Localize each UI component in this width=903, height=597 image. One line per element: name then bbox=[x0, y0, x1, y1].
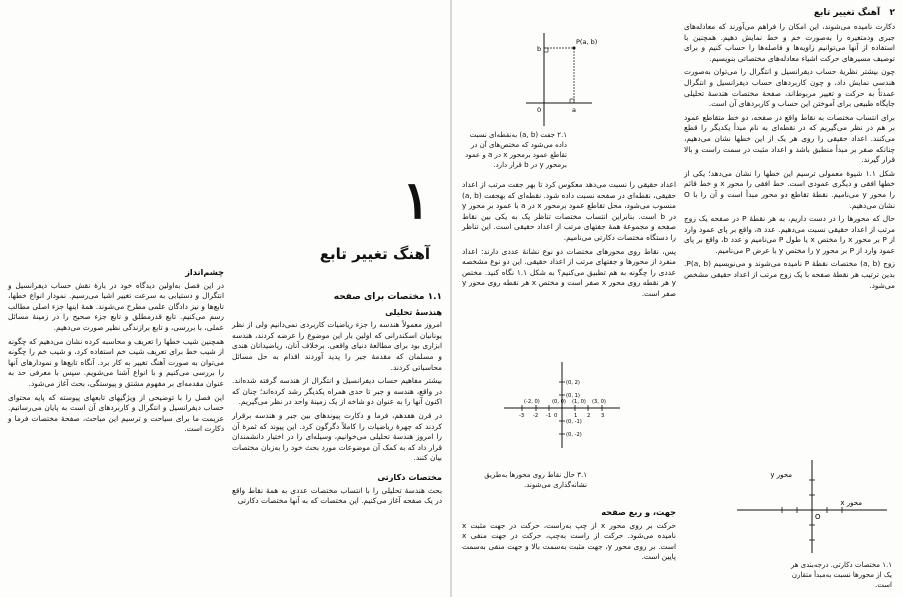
point-label: (0, 0) bbox=[552, 399, 566, 405]
right-page-right-column bbox=[684, 22, 895, 462]
tick-label: 2 bbox=[587, 413, 591, 419]
figure-caption: ۲.۱ جفت (a, b) به‌نقطه‌ای نسبت داده می‌شود که مختص‌های آن در تقاطع عمود برمحور x در a و عمود برمحور y در b قرار دارد. bbox=[465, 131, 567, 169]
chapter-title: آهنگ تغییر تابع bbox=[319, 245, 430, 263]
x-axis-label: محور x bbox=[840, 499, 862, 507]
right-page bbox=[452, 0, 903, 597]
body-paragraph: چون بیشتر نظریهٔ حساب دیفرانسیل و انتگرال را می‌توان به‌صورت هندسی نمایش داد، و چون کاربردهای حساب دیفرانسیل و انتگرال عمدتاً به حرکت و تغییر مربوط‌اند، صفحهٔ مختصات هندسهٔ تحلیلی جایگاه طبیعی برای آموختن این حساب و کاربردهای آن است. bbox=[684, 67, 895, 109]
figure-caption: ۱.۱ مختصات دکارتی. درجه‌بندی هر یک از محورها نسبت به‌مبدأ متقارن است. bbox=[790, 561, 892, 589]
y-axis-label: محور y bbox=[770, 471, 792, 479]
tick-label: 3 bbox=[601, 413, 605, 419]
body-paragraph: برای انتساب مختصات به نقاط واقع در صفحه، دو خط متقاطع عمود بر هم در نظر می‌گیریم که در نقطه‌ای به نام مبدأ یکدیگر را قطع می‌کنند. اعداد حقیقی را روی هر یک از این خطها نشان می‌دهیم، چنانکه صفر بر مبدأ منطبق باشد و اعداد مثبت در سمت راست و بالا قرار گیرند. bbox=[684, 112, 895, 165]
header-page-number: ۲ bbox=[889, 8, 895, 18]
point-label: (0, -1) bbox=[566, 419, 582, 425]
running-header bbox=[814, 8, 895, 18]
tick-label: -3 bbox=[519, 413, 525, 419]
tick-label: 1 bbox=[574, 413, 578, 419]
section-paragraph: امروز معمولاً هندسه را جزء ریاضیات کاربردی نمی‌دانیم ولی از نظر یونانیان اسکندرانی که اولین بار این موضوع را عرضه کردند، هندسه ابزاری بود برای مطالعهٔ دنیای واقعی. برخلاف آنان، ریاضیدانان هندی و مسلمان که مقدمهٔ جبر را پدید آوردند اقدام به حل مسائل محاسباتی کردند. bbox=[232, 320, 442, 372]
body-paragraph: پس، نقاط روی محورهای مختصات دو نوع نشانهٔ عددی دارند: اعداد منفرد از محورها و جفتهای مرتب از اعداد حقیقی. این دو نوع مشخصه عددی را چگونه به هم تطبیق می‌کنیم؟ به شکل ۱.۱ نگاه کنید. مختص y هر نقطه روی محور x صفر است و مختص x هر نقطه روی محور y صفر است. bbox=[462, 246, 676, 298]
direction-paragraph: حرکت بر روی محور x از چپ به‌راست، حرکت در جهت مثبت x نامیده می‌شود. حرکت از راست به‌چپ، حرکت در جهت منفی x است. بر روی محور y، جهت مثبت به‌سمت بالا و جهت منفی به‌سمت پایین است. bbox=[462, 520, 676, 562]
body-paragraph: زوج (a, b) مختصات نقطهٔ P نامیده می‌شوند و می‌نویسیم P(a, b). بدین ترتیب هر نقطهٔ صفحه با یک زوج مرتب از اعداد حقیقی مشخص می‌شود. bbox=[684, 259, 895, 290]
figure-point-p bbox=[524, 28, 598, 128]
subsection2-heading: مختصات دکارتی bbox=[377, 471, 442, 482]
header-title: آهنگ تغییر تابع bbox=[813, 8, 881, 18]
point-label: (0, 1) bbox=[566, 393, 580, 399]
tick-label: -1 bbox=[546, 413, 552, 419]
point-label: (1, 0) bbox=[572, 399, 586, 405]
right-page-left-column bbox=[462, 180, 676, 352]
point-label: P(a, b) bbox=[576, 38, 598, 46]
point-label: (3, 0) bbox=[592, 399, 606, 405]
section-heading: ۱.۱ مختصات برای صفحه bbox=[333, 292, 442, 302]
body-paragraph: شکل ۱.۱ شیوهٔ معمولی ترسیم این خطها را نشان می‌دهد؛ یکی از خطها افقی و دیگری عمودی است. خط افقی را محور x و خط قائم را محور y می‌نامیم. نقطهٔ تقاطع دو محور مبدأ است و آن را با O نشان می‌دهیم. bbox=[684, 168, 895, 210]
point-label: (-2, 0) bbox=[524, 399, 540, 405]
body-paragraph: دکارت نامیده می‌شوند، این امکان را فراهم می‌آورند که معادله‌های جبری ودمتغیره را به‌صورت خم و خط نمایش دهیم. همچنین با استفاده از آنها می‌توانیم زاویه‌ها و فاصله‌ها را حساب کنیم و برای توصیف مسیرهای حرکت اشیاء معادله‌های مختصاتی بنویسیم. bbox=[684, 22, 895, 63]
intro-paragraph: همچنین شیب خطها را تعریف و محاسبه کرده نشان می‌دهیم که چگونه از شیب خط برای تعریف شیب خم استفاده کرد، و شیب خم را چگونه می‌توان به صورت آهنگ تغییر به کار برد. آنگاه تابع‌ها و نمودارهای آنها را بررسی می‌کنیم و با انواع آشنا می‌شویم. سپس با معرفی حد به عنوان مقدمه‌ای بر مفهوم مشتق و پیوستگی، بحث آغاز می‌شود. bbox=[8, 336, 224, 388]
direction-section bbox=[462, 505, 676, 593]
intro-paragraph: در این فصل به‌اولین دیدگاه خود در بارهٔ نقش حساب دیفرانسیل و انتگرال و دستیابی به سرعت تغییر اشیا می‌رسیم. نمودار انواع خطها، تابع‌ها و نیز دادگان علمی مطرح می‌شوند. همهٔ اینها جزء اصلی مطالب رسم می‌کنیم. تابع قدرمطلق و تابع جزء صحیح را در زمینهٔ مسائل عملی، با بررسی، و تابع برازندگی نظیر صورت می‌دهیم. bbox=[8, 280, 224, 332]
left-page-right-column bbox=[232, 290, 442, 590]
body-paragraph: اعداد حقیقی را نسبت می‌دهد معکوس کرد تا بهر جفت مرتب از اعداد حقیقی، نقطه‌ای در صفحه نسبت داده شود. نقطه‌ای که بهجفت (a, b) منسوب می‌شود، محل تقاطع عمود برمحور x در a با عمود بر محور y در b است. بنابراین انتساب مختصات تناظر یک به یکی بین نقاط صفحه و مجموعهٔ همهٔ جفتهای مرتب از اعداد حقیقی است. این تناظر را دستگاه مختصات دکارتی می‌نامیم. bbox=[462, 180, 676, 242]
origin-label: O bbox=[815, 513, 821, 521]
figure-cartesian-axes bbox=[732, 455, 892, 555]
zero-label: 0 bbox=[537, 106, 542, 114]
chapter-number: ۱ bbox=[402, 170, 430, 231]
a-label: a bbox=[572, 106, 576, 114]
left-page bbox=[0, 0, 450, 597]
subsection-heading: هندسهٔ تحلیلی bbox=[385, 306, 442, 317]
section-paragraph: بیشتر مفاهیم حساب دیفرانسیل و انتگرال از هندسه گرفته شده‌اند. در واقع، هندسه و جبر تا حدی همراه یکدیگر رشد کرده‌اند؛ چنان که اکنون آنها را به عنوان دو شاخه از یک زمینهٔ واحد در نظر می‌گیریم. bbox=[232, 376, 442, 407]
tick-label: 0 bbox=[554, 413, 558, 419]
intro-paragraph: این فصل را با توضیحی از ویژگیهای تابعهای پیوسته که پایه محتوای حساب دیفرانسیل و انتگرال و کاربردهای آن است به پایان می‌رسانیم. عزیمت ما برای سیاحت و ترسیم این مباحث، صفحهٔ مختصات فرما و دکارت است. bbox=[8, 392, 224, 434]
b-label: b bbox=[537, 45, 542, 53]
left-page-left-column bbox=[8, 265, 224, 590]
figure-caption: ۳.۱ حال نقاط روی محورها به‌طریق نشانه‌گذاری می‌شوند. bbox=[484, 471, 587, 489]
figure-labeled-axes bbox=[502, 360, 622, 450]
section-paragraph: در قرن هفدهم، فرما و دکارت پیوندهای بین جبر و هندسه برقرار کردند که چهرهٔ ریاضیات را کاملاً دگرگون کرد. این پیوند که ثمرهٔ آن را امروز هندسهٔ تحلیلی می‌خوانیم، وسیله‌ای را در اختیار دانشمندان قرار داد که به کمک آن موضوعات مورد بحث خود را به‌زبان مختصات بیان کنند. bbox=[232, 410, 442, 463]
subsection2-paragraph: بحث هندسهٔ تحلیلی را با انتساب مختصات عددی به همهٔ نقاط واقع در یک صفحه آغاز می‌کنیم. این مختصات که به آنها مختصات دکارتی bbox=[232, 485, 442, 506]
tick-label: -2 bbox=[533, 413, 539, 419]
body-paragraph: حال که محورها را در دست داریم، به هر نقطهٔ P در صفحه یک زوج مرتب از اعداد حقیقی نسبت می‌دهیم. عدد a، واقع بر پای عمود وارد از P بر محور x را مختص x یا طول P می‌نامیم و عدد b، واقع بر پای عمود وارد از P بر محور y را مختص y یا عرض P می‌نامیم. bbox=[684, 214, 895, 255]
direction-heading: جهت، و ربع صفحه bbox=[601, 507, 676, 517]
intro-heading: چشم‌انداز bbox=[185, 267, 224, 277]
point-label: (0, 2) bbox=[566, 380, 580, 386]
point-label: (0, -2) bbox=[566, 432, 582, 438]
